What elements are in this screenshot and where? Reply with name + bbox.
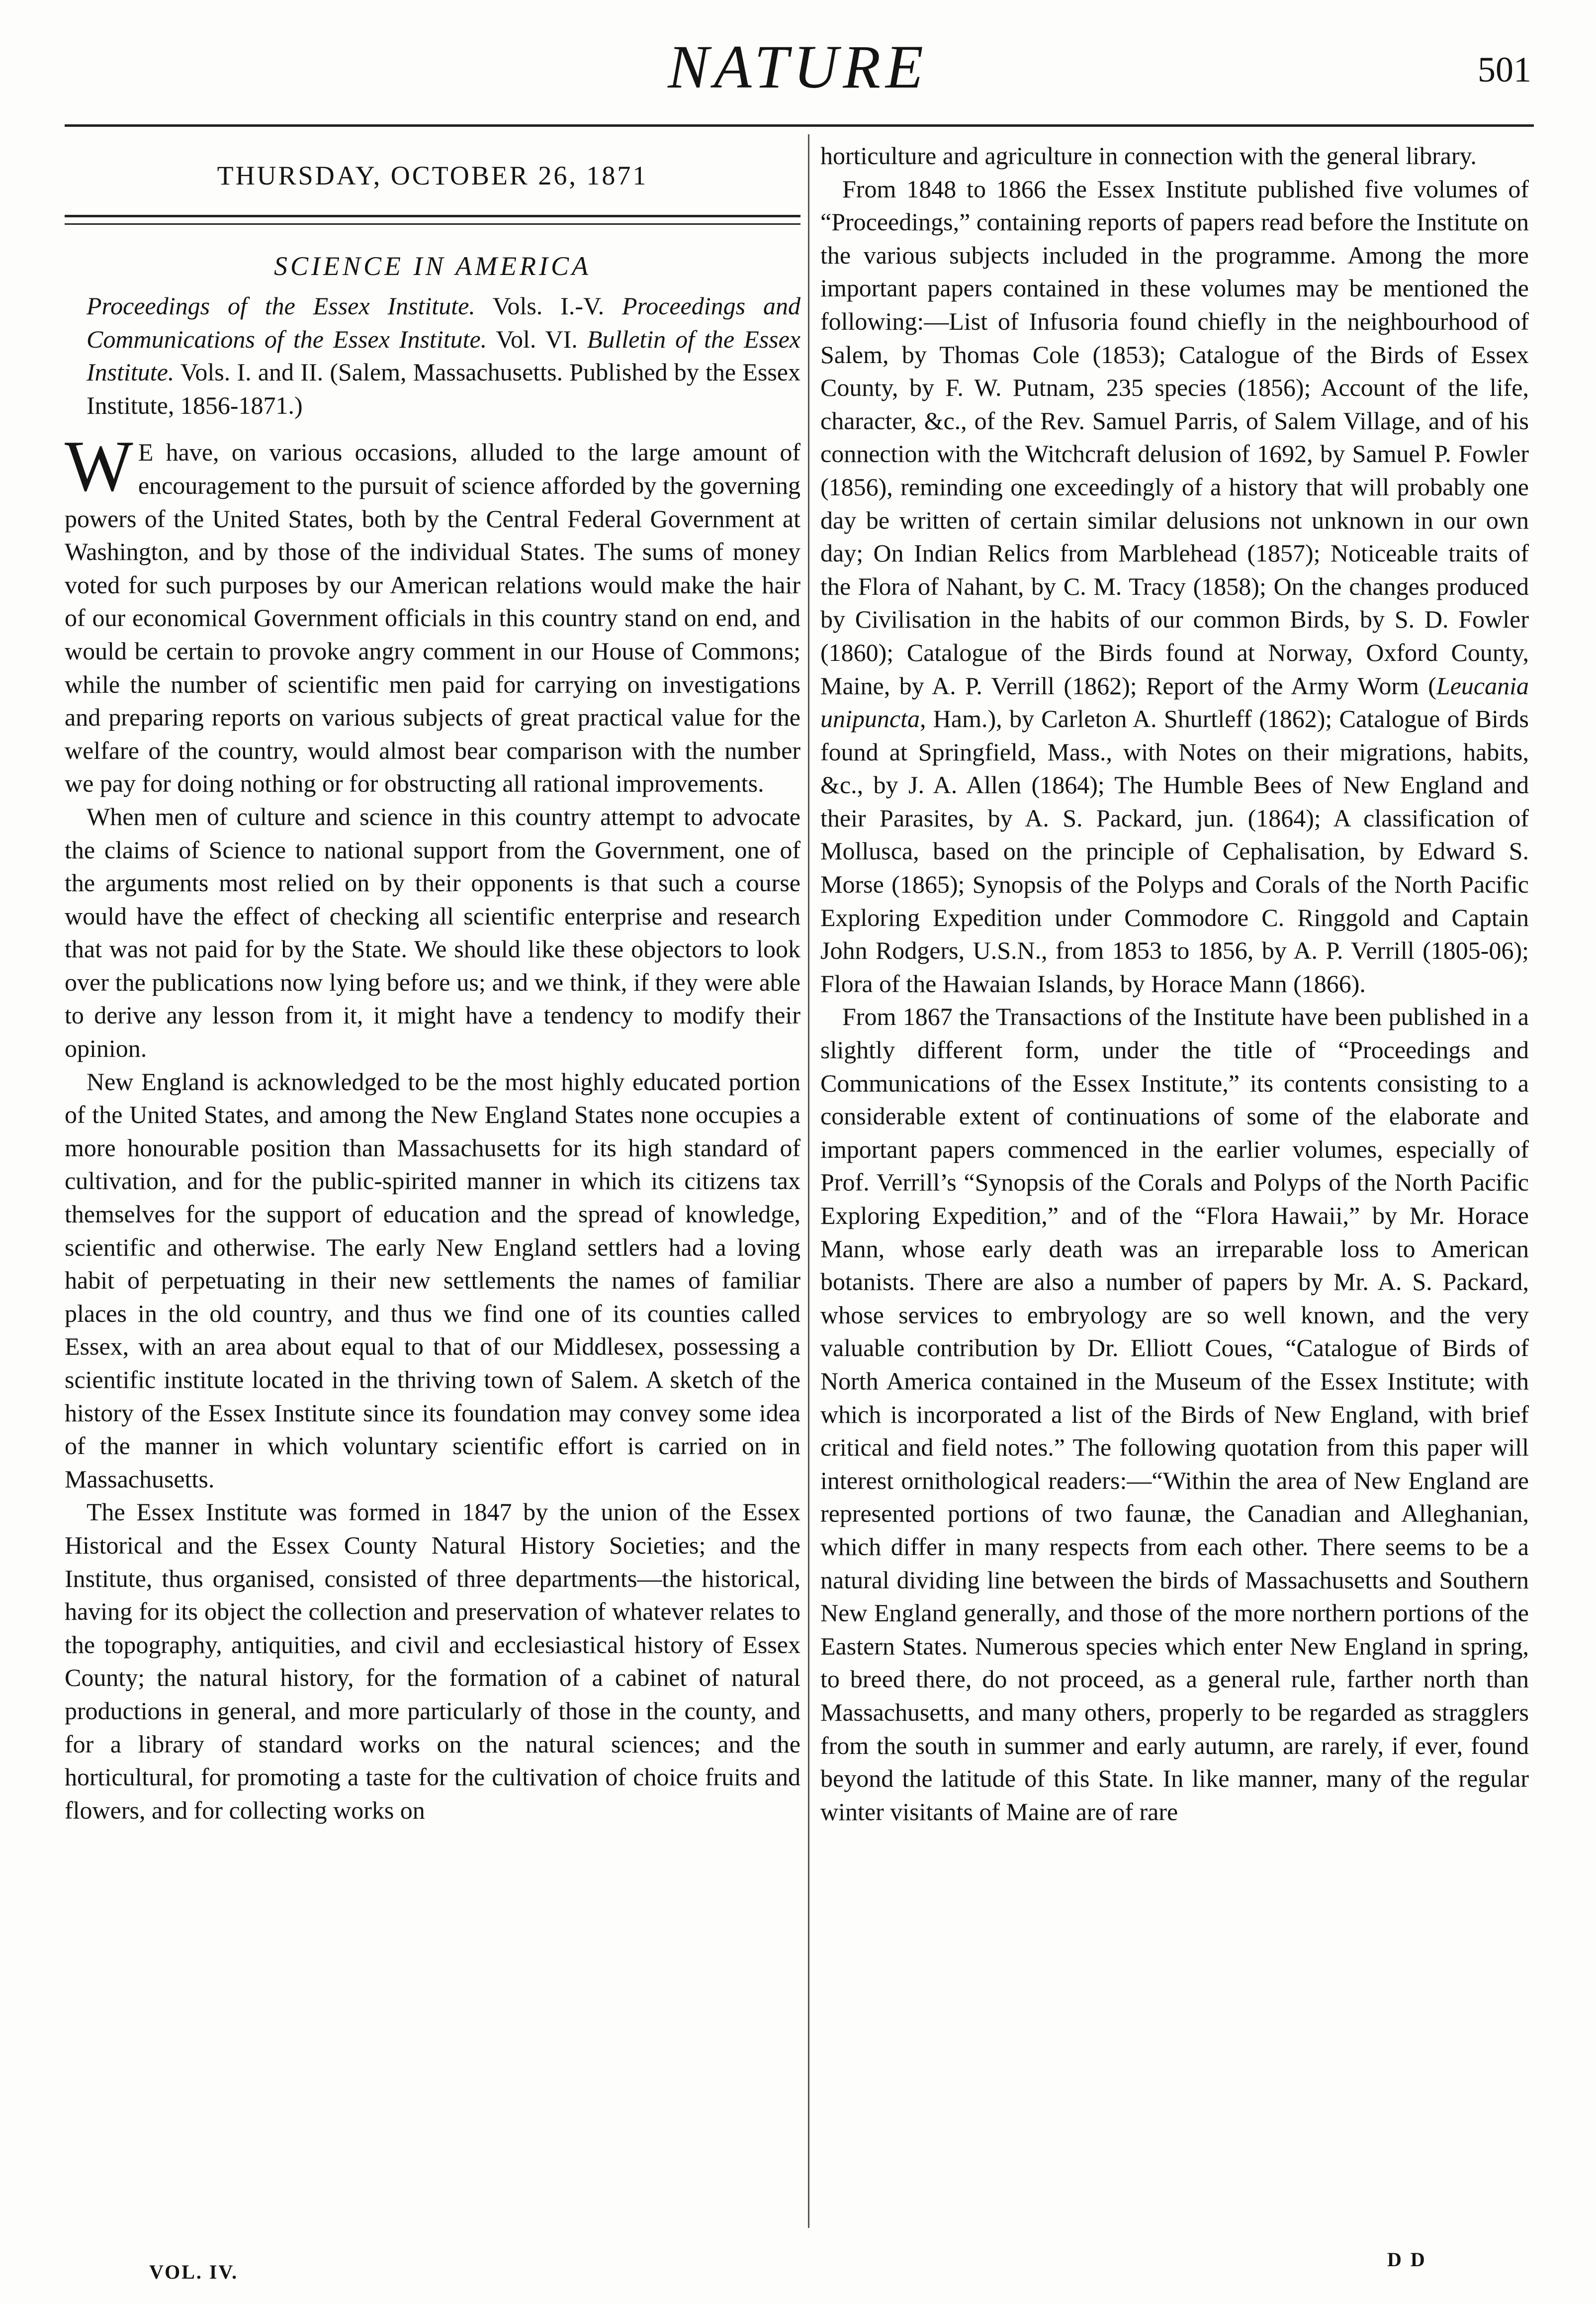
bib-title-communications: Proceedings and Communications of the Essex Institute. [87, 292, 800, 353]
paragraph-6-text-a: From 1848 to 1866 the Essex Institute published five volumes of “Proceedings,” containing reports of papers read before the Institute on the various subjects included in the programme. Among the more important papers contained in these volumes may be mentioned the following:—List of Infusoria found chiefly in the neighbourhood of Salem, by Thomas Cole (1853); Catalogue of the Birds of Essex County, by F. W. Putnam, 235 species (1856); Account of the life, character, &c., of the Rev. Samuel Parris, of Salem Village, and of his connection with the Witchcraft delusion of 1692, by Samuel P. Fowler (1856), reminding one exceedingly of a history that will probably one day be written of certain similar delusions not unknown in our own day; On Indian Relics from Marblehead (1857); Noticeable traits of the Flora of Nahant, by C. M. Tracy (1858); On the changes produced by Civilisation in the habits of our common Birds, by S. D. Fowler (1860); Catalogue of the Birds found at Norway, Oxford County, Maine, by A. P. Verrill (1862); Report of the Army Worm ( [820, 175, 1529, 700]
column-divider [808, 134, 809, 2228]
drop-cap: W [65, 426, 133, 507]
volume-footer: VOL. IV. [149, 2261, 239, 2283]
double-rule [65, 215, 800, 225]
article-title: SCIENCE IN AMERICA [274, 251, 591, 281]
paragraph-6 [820, 173, 1529, 1001]
bib-volumes-3: Vols. I. and II. (Salem, Massachusetts. Published by the Essex Institute, 1856-1871.) [87, 358, 800, 419]
paragraph-1 [65, 426, 800, 800]
paragraph-3: New England is acknowledged to be the most highly educated portion of the United States, and among the New England States none occupies a more honourable position than Massachusetts for its high standard of cultivation, and for the public-spirited manner in which its citizens tax themselves for the support of education and the spread of knowledge, scientific and otherwise. The early New England settlers had a loving habit of perpetuating in their new settlements the names of familiar places in the old country, and thus we find one of its counties called Essex, with an area about equal to that of our Middlesex, possessing a scientific institute located in the thriving town of Salem. A sketch of the history of the Essex Institute since its foundation may convey some idea of the manner in which voluntary scientific effort is carried on in Massachusetts. [65, 1067, 800, 1493]
bib-title-bulletin: Bulletin of the Essex Institute. [87, 325, 801, 386]
species-name: Leucania unipuncta [820, 671, 1529, 733]
bib-volumes-2: Vol. VI. [487, 325, 587, 353]
bib-title-proceedings: Proceedings of the Essex Institute. [87, 292, 475, 320]
bibliography [65, 289, 800, 422]
paragraph-4: The Essex Institute was formed in 1847 by the union of the Essex Historical and the Essex County Natural History Societies; and the Institute, thus organised, consisted of three departments—the historical, having for its object the collection and preservation of whatever relates to the topography, antiquities, and civil and ecclesiastical history of Essex County; the natural history, for the formation of a cabinet of natural productions in general, and more particularly of those in the county, and for a library of standard works on the natural sciences; and the horticultural, for promoting a taste for the cultivation of choice fruits and flowers, and for collecting works on [65, 1498, 800, 1824]
page-number: 501 [1478, 50, 1531, 90]
signature-mark: D D [1387, 2248, 1427, 2271]
paragraph-7: From 1867 the Transactions of the Institute have been published in a slightly different form, under the title of “Proceedings and Communications of the Essex Institute,” its contents consisting to a considerable extent of continuations of some of the elaborate and important papers commenced in the earlier volumes, especially of Prof. Verrill’s “Synopsis of the Corals and Polyps of the North Pacific Exploring Expedition,” and of the “Flora Hawaii,” by Mr. Horace Mann, whose early death was an irreparable loss to American botanists. There are also a number of papers by Mr. A. S. Packard, whose services to embryology are so well known, and the very valuable contribution by Dr. Elliott Coues, “Catalogue of Birds of North America contained in the Museum of the Essex Institute; with which is incorporated a list of the Birds of New England, with brief critical and field notes.” The following quotation from this paper will interest ornithological readers:—“Within the area of New England are represented portions of two faunæ, the Canadian and Alleghanian, which differ in many respects from each other. There seems to be a natural dividing line between the birds of Massachusetts and Southern New England generally, and those of the more northern portions of the Eastern States. Numerous species which enter New England in spring, to breed there, do not proceed, as a general rule, farther north than Massachusetts, and many others, properly to be regarded as stragglers from the south in summer and early autumn, are rarely, if ever, found beyond the latitude of this State. In like manner, many of the regular winter visitants of Maine are of rare [820, 1003, 1529, 1826]
paragraph-5: horticulture and agriculture in connection with the general library. [820, 142, 1477, 170]
paragraph-1-text: E have, on various occasions, alluded to the large amount of encouragement to the pursuit of science afforded by the governing powers of the United States, both by the Central Federal Government at Washington, and by those of the individual States. The sums of money voted for such purposes by our American relations would make the hair of our economical Government officials in this country stand on end, and would be certain to provoke angry comment in our House of Commons; while the number of scientific men paid for carrying on investigations and preparing reports on various subjects of great practical value for the welfare of the country, would almost bear comparison with the number we pay for doing nothing or for obstructing all rational improvements. [65, 438, 800, 798]
right-column [820, 139, 1529, 1828]
dateline: THURSDAY, OCTOBER 26, 1871 [217, 161, 648, 190]
header-rule [65, 124, 1534, 127]
bib-volumes-1: Vols. I.-V. [475, 292, 622, 320]
masthead [0, 30, 1596, 109]
paragraph-2: When men of culture and science in this country attempt to advocate the claims of Science to national support from the Government, one of the arguments most relied on by their opponents is that such a course would have the effect of checking all scientific enterprise and research that was not paid for by the State. We should like these objectors to look over the publications now lying before us; and we think, if they were able to derive any lesson from it, it might have a tendency to modify their opinion. [65, 802, 800, 1063]
left-column [65, 139, 800, 1827]
paragraph-6-text-b: , Ham.), by Carleton A. Shurtleff (1862); Catalogue of Birds found at Springfield, Mass., with Notes on their migrations, habits, &c., by J. A. Allen (1864); The Humble Bees of New England and their Parasites, by A. S. Packard, jun. (1864); A classification of Mollusca, based on the principle of Cephalisation, by Edward S. Morse (1865); Synopsis of the Polyps and Corals of the North Pacific Exploring Expedition under Commodore C. Ringgold and Captain John Rodgers, U.S.N., from 1853 to 1856, by A. P. Verrill (1805-06); Flora of the Hawaian Islands, by Horace Mann (1866). [820, 705, 1529, 998]
journal-title: NATURE [668, 33, 928, 101]
